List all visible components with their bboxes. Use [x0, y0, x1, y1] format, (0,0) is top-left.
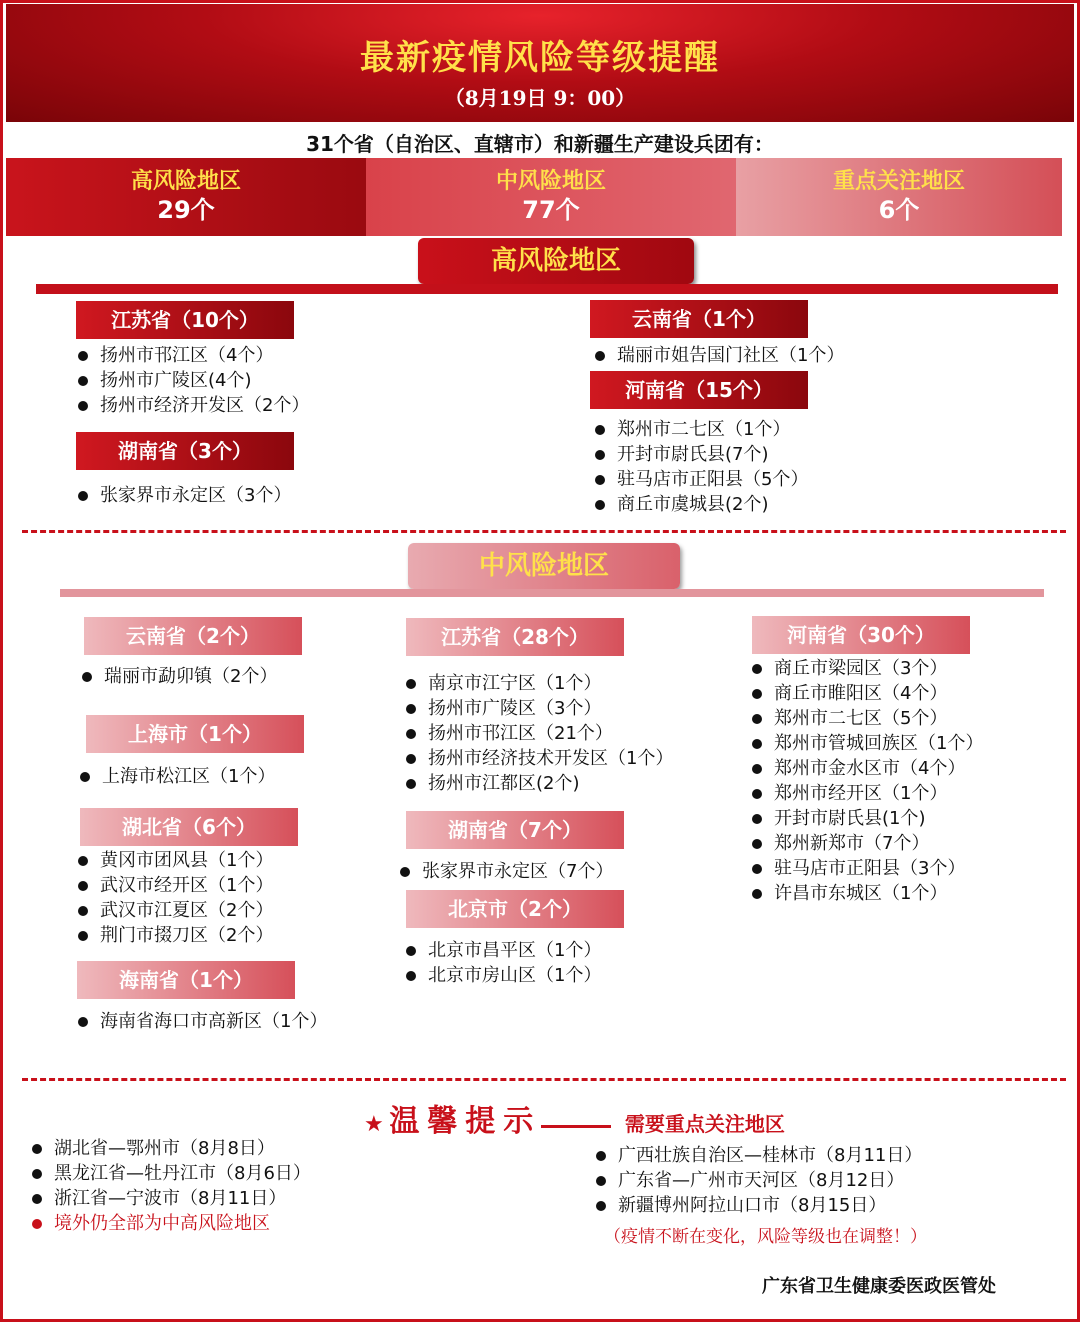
- medium-list-beijing: [406, 938, 601, 988]
- header-banner: [6, 4, 1074, 122]
- list-item: 驻马店市正阳县（3个）: [752, 856, 983, 881]
- high-province-hunan: 湖南省（3个）: [76, 432, 294, 470]
- medium-list-yunnan: [82, 664, 277, 689]
- section-divider: [22, 1078, 1066, 1081]
- list-item: 瑞丽市姐告国门社区（1个）: [595, 343, 844, 368]
- medium-province-beijing: 北京市（2个）: [406, 890, 624, 928]
- list-item: 郑州市经开区（1个）: [752, 781, 983, 806]
- list-item: 驻马店市正阳县（5个）: [595, 467, 808, 492]
- list-item: 北京市昌平区（1个）: [406, 938, 601, 963]
- tips-right-list: [596, 1143, 922, 1218]
- summary-high-label: 高风险地区: [130, 169, 241, 194]
- tips-heading: [364, 1096, 785, 1140]
- high-list-henan: [595, 417, 808, 517]
- medium-province-hainan: 海南省（1个）: [77, 961, 295, 999]
- list-item: 武汉市经开区（1个）: [78, 873, 273, 898]
- medium-province-jiangsu: 江苏省（28个）: [406, 618, 624, 656]
- tips-overseas: [32, 1211, 270, 1236]
- list-item: 商丘市虞城县(2个): [595, 492, 808, 517]
- high-risk-divider: [36, 284, 1058, 294]
- list-item: 张家界市永定区（3个）: [78, 483, 291, 508]
- summary-high-count: 29个: [157, 196, 215, 224]
- summary-focus-count: 6个: [878, 196, 920, 224]
- list-item: 扬州市江都区(2个): [406, 771, 673, 796]
- footer-source: 广东省卫生健康委医政医管处: [762, 1276, 996, 1297]
- page-title: 最新疫情风险等级提醒: [360, 38, 720, 78]
- medium-province-hunan: 湖南省（7个）: [406, 811, 624, 849]
- list-item: 开封市尉氏县(7个): [595, 442, 808, 467]
- summary-focus: [736, 158, 1062, 236]
- list-item: 商丘市睢阳区（4个）: [752, 681, 983, 706]
- medium-list-hainan: [78, 1009, 327, 1034]
- medium-risk-divider: [60, 589, 1044, 597]
- tips-title: 温馨提示: [389, 1104, 542, 1139]
- list-item: 许昌市东城区（1个）: [752, 881, 983, 906]
- high-province-jiangsu: 江苏省（10个）: [76, 301, 294, 339]
- medium-list-henan: [752, 656, 983, 906]
- summary-medium: [366, 158, 736, 236]
- list-item: 瑞丽市勐卯镇（2个）: [82, 664, 277, 689]
- tips-left-list: [32, 1136, 311, 1211]
- list-item: 广西壮族自治区—桂林市（8月11日）: [596, 1143, 922, 1168]
- list-item: 南京市江宁区（1个）: [406, 671, 673, 696]
- list-item: 郑州市金水区市（4个）: [752, 756, 983, 781]
- list-item: 武汉市江夏区（2个）: [78, 898, 273, 923]
- tips-subtitle: 需要重点关注地区: [624, 1112, 785, 1136]
- summary-medium-count: 77个: [522, 196, 580, 224]
- list-item: 上海市松江区（1个）: [80, 764, 275, 789]
- medium-list-jiangsu: [406, 671, 673, 796]
- high-list-yunnan: [595, 343, 844, 368]
- medium-province-henan: 河南省（30个）: [752, 616, 970, 654]
- tips-line: [541, 1125, 611, 1128]
- medium-province-hubei: 湖北省（6个）: [80, 808, 298, 846]
- list-item: 海南省海口市高新区（1个）: [78, 1009, 327, 1034]
- medium-list-hunan: [400, 859, 613, 884]
- list-item: 郑州市二七区（1个）: [595, 417, 808, 442]
- list-item: 扬州市经济技术开发区（1个）: [406, 746, 673, 771]
- subtitle: 31个省（自治区、直辖市）和新疆生产建设兵团有：: [306, 132, 774, 156]
- list-item: 扬州市邗江区（4个）: [78, 343, 309, 368]
- summary-focus-label: 重点关注地区: [832, 169, 965, 194]
- high-list-jiangsu: [78, 343, 309, 418]
- section-divider: [22, 530, 1066, 533]
- list-item: 扬州市邗江区（21个）: [406, 721, 673, 746]
- high-province-yunnan: 云南省（1个）: [590, 300, 808, 338]
- star-icon: ★: [364, 1112, 384, 1137]
- list-item: 扬州市广陵区(4个): [78, 368, 309, 393]
- update-time: （8月19日 9：00）: [444, 86, 636, 110]
- medium-list-hubei: [78, 848, 273, 948]
- list-item: 扬州市广陵区（3个）: [406, 696, 673, 721]
- list-item: 新疆博州阿拉山口市（8月15日）: [596, 1193, 922, 1218]
- list-item: 郑州市管城回族区（1个）: [752, 731, 983, 756]
- list-item: 广东省—广州市天河区（8月12日）: [596, 1168, 922, 1193]
- list-item: 黑龙江省—牡丹江市（8月6日）: [32, 1161, 311, 1186]
- medium-risk-banner: 中风险地区: [408, 543, 680, 589]
- list-item: 黄冈市团风县（1个）: [78, 848, 273, 873]
- list-item: 境外仍全部为中高风险地区: [32, 1211, 270, 1236]
- list-item: 北京市房山区（1个）: [406, 963, 601, 988]
- list-item: 张家界市永定区（7个）: [400, 859, 613, 884]
- list-item: 湖北省—鄂州市（8月8日）: [32, 1136, 311, 1161]
- list-item: 浙江省—宁波市（8月11日）: [32, 1186, 311, 1211]
- summary-medium-label: 中风险地区: [495, 169, 606, 194]
- list-item: 荆门市掇刀区（2个）: [78, 923, 273, 948]
- list-item: 郑州新郑市（7个）: [752, 831, 983, 856]
- medium-list-shanghai: [80, 764, 275, 789]
- medium-province-yunnan: 云南省（2个）: [84, 617, 302, 655]
- medium-province-shanghai: 上海市（1个）: [86, 715, 304, 753]
- list-item: 商丘市梁园区（3个）: [752, 656, 983, 681]
- high-risk-banner: 高风险地区: [418, 238, 694, 284]
- list-item: 扬州市经济开发区（2个）: [78, 393, 309, 418]
- summary-high: [6, 158, 366, 236]
- tips-note: （疫情不断在变化，风险等级也在调整！）: [604, 1227, 927, 1247]
- list-item: 郑州市二七区（5个）: [752, 706, 983, 731]
- high-province-henan: 河南省（15个）: [590, 371, 808, 409]
- high-list-hunan: [78, 483, 291, 508]
- list-item: 开封市尉氏县(1个): [752, 806, 983, 831]
